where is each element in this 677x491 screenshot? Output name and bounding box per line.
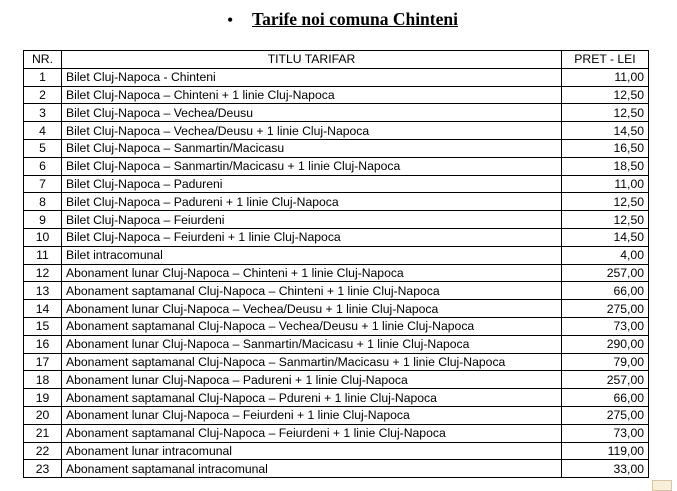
- table-row: [24, 389, 649, 407]
- row-title: Bilet Cluj-Napoca – Vechea/Deusu + 1 linie Cluj-Napoca: [62, 122, 562, 140]
- table-row: [24, 193, 649, 211]
- row-number: 13: [24, 282, 62, 300]
- row-title: Bilet Cluj-Napoca – Chinteni + 1 linie Cluj-Napoca: [62, 86, 562, 104]
- row-title: Abonament lunar Cluj-Napoca – Sanmartin/Macicasu + 1 linie Cluj-Napoca: [62, 335, 562, 353]
- row-price: 257,00: [562, 264, 649, 282]
- row-number: 4: [24, 122, 62, 140]
- table-row: [24, 282, 649, 300]
- table-row: [24, 175, 649, 193]
- row-title: Bilet Cluj-Napoca – Sanmartin/Macicasu + 1 linie Cluj-Napoca: [62, 157, 562, 175]
- row-price: 11,00: [562, 68, 649, 86]
- row-price: 257,00: [562, 371, 649, 389]
- table-header-row: [24, 51, 649, 69]
- row-price: 14,50: [562, 228, 649, 246]
- row-title: Abonament lunar Cluj-Napoca – Padureni + 1 linie Cluj-Napoca: [62, 371, 562, 389]
- row-price: 290,00: [562, 335, 649, 353]
- row-title: Bilet intracomunal: [62, 246, 562, 264]
- table-row: [24, 246, 649, 264]
- row-title: Abonament saptamanal intracomunal: [62, 460, 562, 478]
- table-row: [24, 264, 649, 282]
- row-title: Bilet Cluj-Napoca – Feiurdeni + 1 linie Cluj-Napoca: [62, 228, 562, 246]
- row-number: 3: [24, 104, 62, 122]
- row-number: 7: [24, 175, 62, 193]
- row-number: 1: [24, 68, 62, 86]
- table-row: [24, 424, 649, 442]
- row-price: 73,00: [562, 424, 649, 442]
- row-price: 12,50: [562, 104, 649, 122]
- row-number: 2: [24, 86, 62, 104]
- corner-thumbnail: [652, 480, 672, 491]
- row-title: Bilet Cluj-Napoca – Padureni: [62, 175, 562, 193]
- table-row: [24, 300, 649, 318]
- row-price: 66,00: [562, 389, 649, 407]
- table-row: [24, 406, 649, 424]
- header-price: PRET - LEI: [562, 51, 649, 69]
- table-row: [24, 228, 649, 246]
- row-number: 21: [24, 424, 62, 442]
- row-title: Bilet Cluj-Napoca – Vechea/Deusu: [62, 104, 562, 122]
- row-number: 20: [24, 406, 62, 424]
- document-heading: [0, 8, 677, 32]
- row-title: Abonament lunar Cluj-Napoca – Vechea/Deusu + 1 linie Cluj-Napoca: [62, 300, 562, 318]
- row-price: 14,50: [562, 122, 649, 140]
- table-row: [24, 442, 649, 460]
- row-number: 12: [24, 264, 62, 282]
- row-title: Abonament saptamanal Cluj-Napoca – Pdureni + 1 linie Cluj-Napoca: [62, 389, 562, 407]
- row-title: Abonament saptamanal Cluj-Napoca – Feiurdeni + 1 linie Cluj-Napoca: [62, 424, 562, 442]
- table-row: [24, 122, 649, 140]
- tariff-table-body: [24, 68, 649, 477]
- row-number: 10: [24, 228, 62, 246]
- row-number: 17: [24, 353, 62, 371]
- table-row: [24, 317, 649, 335]
- document-title: Tarife noi comuna Chinteni: [252, 9, 458, 29]
- row-title: Bilet Cluj-Napoca – Padureni + 1 linie Cluj-Napoca: [62, 193, 562, 211]
- row-price: 12,50: [562, 193, 649, 211]
- header-nr: NR.: [24, 51, 62, 69]
- row-number: 23: [24, 460, 62, 478]
- row-title: Abonament lunar Cluj-Napoca – Feiurdeni + 1 linie Cluj-Napoca: [62, 406, 562, 424]
- row-number: 18: [24, 371, 62, 389]
- table-row: [24, 335, 649, 353]
- row-number: 15: [24, 317, 62, 335]
- table-row: [24, 353, 649, 371]
- row-number: 9: [24, 211, 62, 229]
- tariff-table: [23, 50, 649, 478]
- table-row: [24, 104, 649, 122]
- row-number: 16: [24, 335, 62, 353]
- row-title: Abonament saptamanal Cluj-Napoca – Sanmartin/Macicasu + 1 linie Cluj-Napoca: [62, 353, 562, 371]
- row-title: Abonament saptamanal Cluj-Napoca – Vechea/Deusu + 1 linie Cluj-Napoca: [62, 317, 562, 335]
- row-price: 33,00: [562, 460, 649, 478]
- row-number: 11: [24, 246, 62, 264]
- row-title: Bilet Cluj-Napoca - Chinteni: [62, 68, 562, 86]
- row-title: Abonament lunar Cluj-Napoca – Chinteni + 1 linie Cluj-Napoca: [62, 264, 562, 282]
- row-price: 73,00: [562, 317, 649, 335]
- table-row: [24, 139, 649, 157]
- table-row: [24, 157, 649, 175]
- row-number: 5: [24, 139, 62, 157]
- header-title: TITLU TARIFAR: [62, 51, 562, 69]
- table-row: [24, 460, 649, 478]
- row-price: 11,00: [562, 175, 649, 193]
- row-price: 16,50: [562, 139, 649, 157]
- row-price: 66,00: [562, 282, 649, 300]
- table-row: [24, 211, 649, 229]
- row-price: 18,50: [562, 157, 649, 175]
- table-row: [24, 371, 649, 389]
- row-title: Abonament saptamanal Cluj-Napoca – Chinteni + 1 linie Cluj-Napoca: [62, 282, 562, 300]
- row-price: 12,50: [562, 211, 649, 229]
- row-number: 8: [24, 193, 62, 211]
- row-title: Bilet Cluj-Napoca – Sanmartin/Macicasu: [62, 139, 562, 157]
- row-number: 14: [24, 300, 62, 318]
- row-number: 22: [24, 442, 62, 460]
- row-price: 79,00: [562, 353, 649, 371]
- table-row: [24, 86, 649, 104]
- row-title: Abonament lunar intracomunal: [62, 442, 562, 460]
- row-price: 12,50: [562, 86, 649, 104]
- row-price: 4,00: [562, 246, 649, 264]
- row-price: 275,00: [562, 300, 649, 318]
- table-row: [24, 68, 649, 86]
- bullet-marker: •: [227, 10, 234, 30]
- row-number: 6: [24, 157, 62, 175]
- row-number: 19: [24, 389, 62, 407]
- row-price: 275,00: [562, 406, 649, 424]
- row-price: 119,00: [562, 442, 649, 460]
- row-title: Bilet Cluj-Napoca – Feiurdeni: [62, 211, 562, 229]
